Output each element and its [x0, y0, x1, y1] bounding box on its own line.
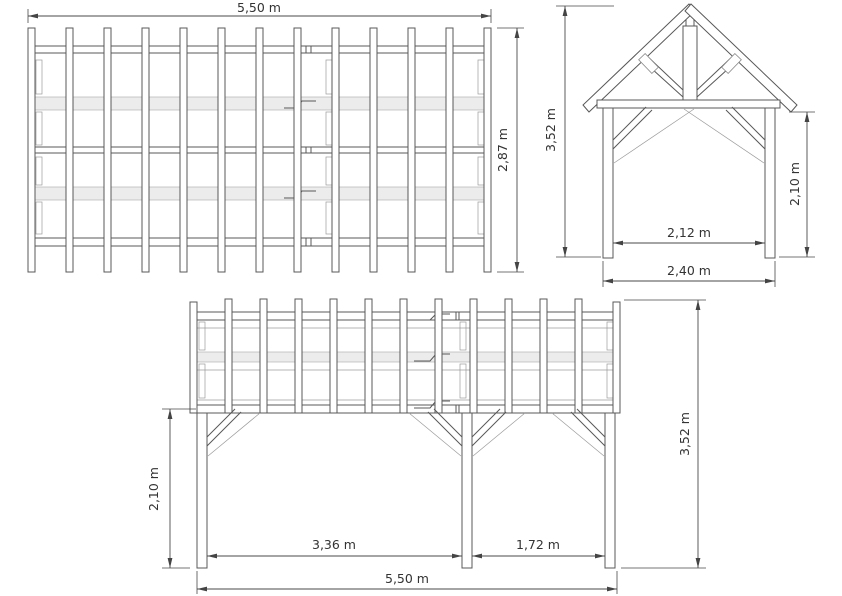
rafter [370, 28, 377, 272]
side-post-middle [462, 413, 472, 568]
plate-strip [478, 157, 484, 185]
plate-strip [460, 322, 466, 350]
knee-brace [472, 409, 506, 446]
rafter [180, 28, 187, 272]
side-elevation-view [146, 299, 706, 594]
front-dim-clear-width [613, 225, 765, 243]
side-dim-total-height [621, 300, 706, 568]
side-total-width-label: 5,50 m [385, 571, 429, 586]
gable-end-member [190, 302, 197, 413]
side-dim-bay-right [472, 537, 605, 556]
plate-strip [36, 157, 42, 185]
front-post-left [603, 108, 613, 258]
plate-strip [326, 202, 332, 234]
rafter [260, 299, 267, 413]
plan-dim-width [28, 0, 491, 23]
plate-strip [326, 112, 332, 145]
plate-strip [478, 60, 484, 94]
rafter [408, 28, 415, 272]
gable-rafter-left [583, 4, 695, 112]
front-post-height-label: 2,10 m [787, 162, 802, 206]
side-braces [207, 409, 605, 456]
king-post [683, 26, 697, 100]
rafter [400, 299, 407, 413]
rafter [142, 28, 149, 272]
rafter [104, 28, 111, 272]
rafter [505, 299, 512, 413]
side-dim-post-height [146, 409, 196, 568]
front-dim-total-width [603, 261, 775, 287]
front-braces [613, 107, 765, 163]
side-post-left [197, 413, 207, 568]
knee-brace [571, 409, 605, 446]
rafter [575, 299, 582, 413]
plan-depth-label: 2,87 m [495, 128, 510, 172]
rafter [330, 299, 337, 413]
plate-strip [36, 202, 42, 234]
knee-brace-left [613, 107, 652, 149]
plate-strip [36, 60, 42, 94]
plate-strip [478, 112, 484, 145]
front-dim-post-height [779, 112, 815, 257]
plate-strip [326, 60, 332, 94]
side-total-height-label: 3,52 m [677, 412, 692, 456]
rafter [365, 299, 372, 413]
plate-strip [199, 364, 205, 398]
plate-strip [607, 364, 613, 398]
rafter [28, 28, 35, 272]
plate-strip [199, 322, 205, 350]
side-bay-left-label: 3,36 m [312, 537, 356, 552]
front-post-right [765, 108, 775, 258]
front-clear-width-label: 2,12 m [667, 225, 711, 240]
plan-view [28, 0, 524, 272]
rafter [294, 28, 301, 272]
knee-brace [428, 409, 462, 446]
side-post-right [605, 413, 615, 568]
gable-rafter-right [685, 4, 797, 112]
front-elevation-view [543, 4, 815, 287]
rafter [446, 28, 453, 272]
side-dim-total-width [197, 571, 617, 594]
side-bay-right-label: 1,72 m [516, 537, 560, 552]
rafter [218, 28, 225, 272]
plan-dim-depth [495, 28, 524, 272]
plate-strip [460, 364, 466, 398]
tie-beam [597, 100, 780, 108]
rafter [66, 28, 73, 272]
plan-width-label: 5,50 m [237, 0, 281, 15]
rafter [484, 28, 491, 272]
rafter [435, 299, 442, 413]
side-post-height-label: 2,10 m [146, 467, 161, 511]
gable-end-member [613, 302, 620, 413]
knee-brace [207, 409, 241, 446]
rafter [470, 299, 477, 413]
rafter [540, 299, 547, 413]
plate-strip [326, 157, 332, 185]
side-dim-bay-left [207, 537, 462, 556]
plate-strip [36, 112, 42, 145]
front-total-width-label: 2,40 m [667, 263, 711, 278]
rafter [295, 299, 302, 413]
plate-strip [478, 202, 484, 234]
rafter [256, 28, 263, 272]
rafter [225, 299, 232, 413]
rafter [332, 28, 339, 272]
plate-strip [607, 322, 613, 350]
front-total-height-label: 3,52 m [543, 108, 558, 152]
knee-brace-right [726, 107, 765, 149]
